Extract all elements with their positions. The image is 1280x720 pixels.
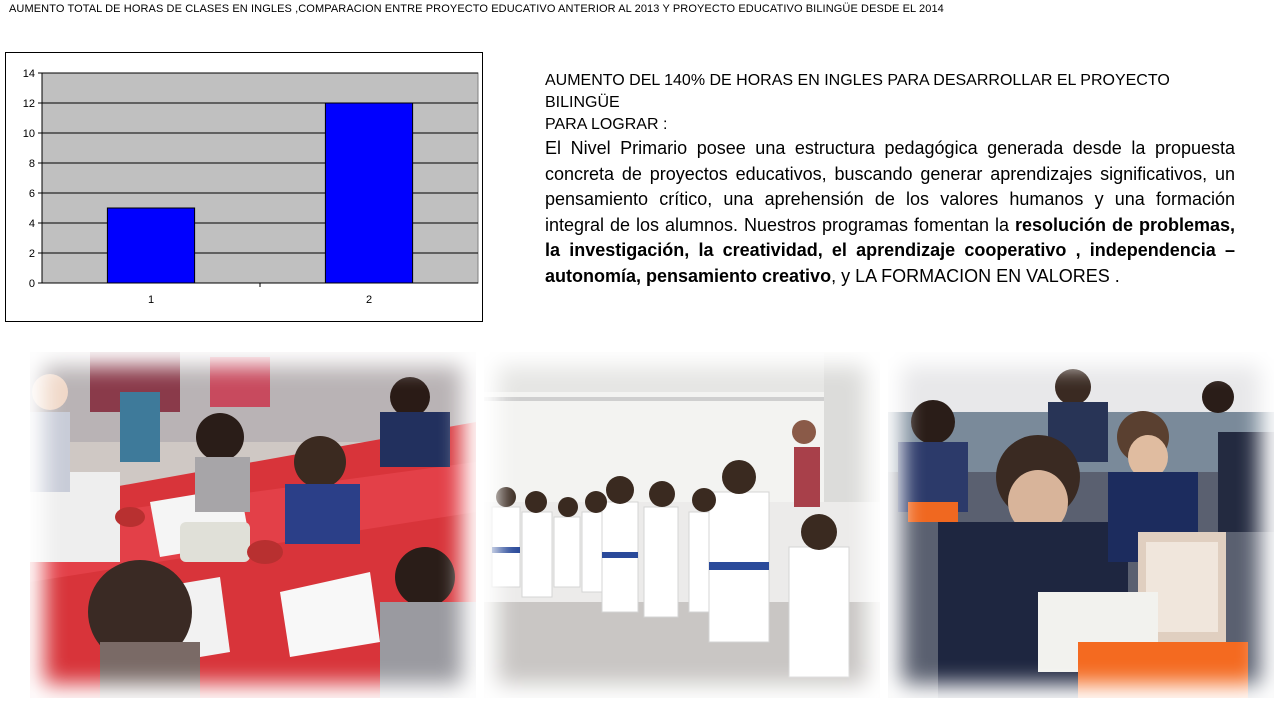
headline-line-1: AUMENTO DEL 140% DE HORAS EN INGLES PARA DESARROLLAR EL PROYECTO	[545, 72, 1170, 89]
description-paragraph	[545, 136, 1235, 289]
headline-line-2: BILINGÜE	[545, 94, 620, 111]
x-tick-label: 2	[365, 294, 373, 306]
y-tick-label: 2	[28, 248, 35, 260]
description-block	[545, 70, 1235, 289]
children-line-photo	[484, 352, 880, 698]
paragraph-text-2: , y LA FORMACION EN VALORES .	[831, 265, 1120, 286]
classroom-painting-photo	[30, 352, 476, 698]
y-tick-label: 14	[22, 68, 35, 80]
bar-chart-svg	[6, 53, 482, 321]
page-title: AUMENTO TOTAL DE HORAS DE CLASES EN INGLES ,COMPARACION ENTRE PROYECTO EDUCATIVO ANTERIOR AL 2013 Y PROYECTO EDUCATIVO BILINGÜE DESDE EL 2014	[9, 3, 944, 15]
y-tick-label: 6	[28, 188, 35, 200]
y-tick-label: 4	[28, 218, 35, 230]
paragraph-bold-text: resolución de problemas, la investigación, la creatividad, el aprendizaje cooperativo , independencia – autonomía, pensamiento creativo	[545, 214, 1235, 286]
student-notebook-photo	[888, 352, 1274, 698]
bar-chart	[5, 52, 483, 322]
bar	[325, 103, 412, 283]
y-tick-label: 12	[22, 98, 35, 110]
y-tick-label: 10	[22, 128, 35, 140]
bar	[107, 208, 194, 283]
headline-line-3: PARA LOGRAR :	[545, 116, 668, 133]
y-tick-label: 0	[28, 278, 35, 290]
paragraph-text-1: El Nivel Primario posee una estructura pedagógica generada desde la propuesta concreta de proyectos educativos, buscando generar aprendizajes significativos, un pensamiento crítico, una aprehensión de los valores humanos y una formación integral de los alumnos. Nuestros programas fomentan la	[545, 138, 1235, 235]
y-tick-label: 8	[28, 158, 35, 170]
x-tick-label: 1	[147, 294, 155, 306]
